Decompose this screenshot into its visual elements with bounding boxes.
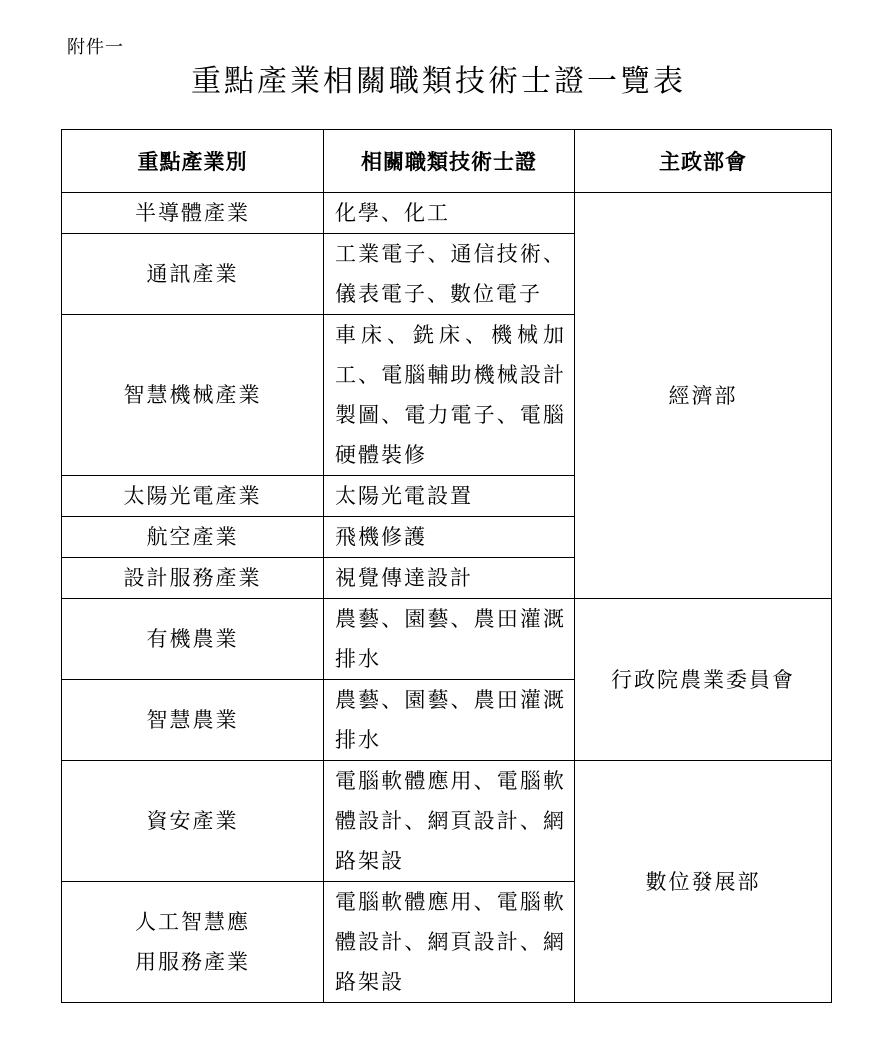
- ministry-cell: 經濟部: [575, 193, 832, 599]
- certificate-cell: 視覺傳達設計: [324, 558, 575, 599]
- certificate-cell: 農藝、園藝、農田灌溉排水: [324, 599, 575, 680]
- industry-cell: 通訊產業: [62, 234, 324, 315]
- industry-cell-line: 用服務產業: [135, 950, 250, 974]
- industry-cell: 資安產業: [62, 761, 324, 882]
- industry-cell: 航空產業: [62, 517, 324, 558]
- ministry-cell: 數位發展部: [575, 761, 832, 1003]
- header-ministry: 主政部會: [575, 130, 832, 193]
- certificate-cell: 電腦軟體應用、電腦軟體設計、網頁設計、網路架設: [324, 882, 575, 1003]
- industry-cell: 智慧機械產業: [62, 315, 324, 476]
- industry-cell: [62, 882, 324, 1003]
- certificate-cell: 化學、化工: [324, 193, 575, 234]
- table-row: [62, 761, 832, 882]
- industry-certificate-table: [61, 129, 832, 1003]
- industry-cell-line: 人工智慧應: [135, 910, 250, 934]
- table-row: [62, 193, 832, 234]
- header-industry: 重點產業別: [62, 130, 324, 193]
- ministry-cell: 行政院農業委員會: [575, 599, 832, 761]
- certificate-cell: 電腦軟體應用、電腦軟體設計、網頁設計、網路架設: [324, 761, 575, 882]
- industry-cell: 設計服務產業: [62, 558, 324, 599]
- industry-cell: 半導體產業: [62, 193, 324, 234]
- page-title: 重點產業相關職類技術士證一覽表: [191, 64, 686, 99]
- certificate-cell: 飛機修護: [324, 517, 575, 558]
- industry-cell: 太陽光電產業: [62, 476, 324, 517]
- header-certificate: 相關職類技術士證: [324, 130, 575, 193]
- certificate-cell: 工業電子、通信技術、儀表電子、數位電子: [324, 234, 575, 315]
- table-header-row: [62, 130, 832, 193]
- annex-label: 附件一: [67, 37, 124, 58]
- certificate-cell: 車床、銑床、機械加工、電腦輔助機械設計製圖、電力電子、電腦硬體裝修: [324, 315, 575, 476]
- certificate-cell: 農藝、園藝、農田灌溉排水: [324, 680, 575, 761]
- industry-cell: 智慧農業: [62, 680, 324, 761]
- certificate-cell: 太陽光電設置: [324, 476, 575, 517]
- table-row: [62, 599, 832, 680]
- industry-cell: 有機農業: [62, 599, 324, 680]
